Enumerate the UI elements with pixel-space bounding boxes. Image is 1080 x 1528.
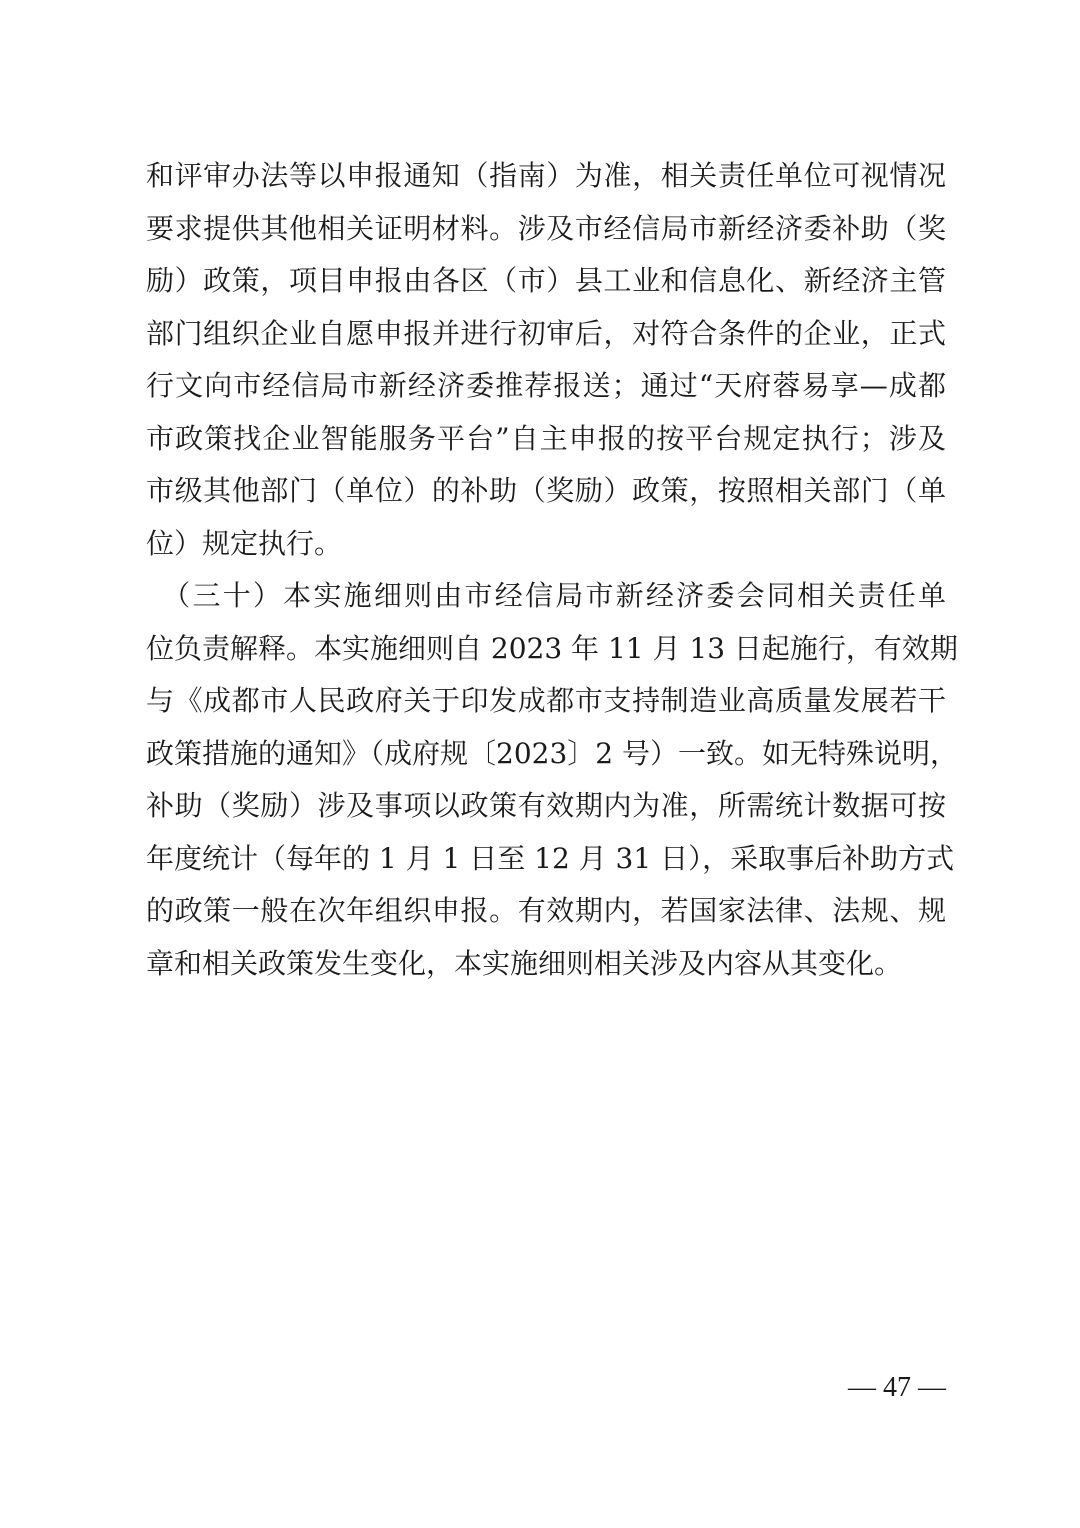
document-body	[146, 150, 958, 990]
text-line: 的政策一般在次年组织申报。有效期内，若国家法律、法规、规	[146, 894, 946, 927]
text-line: 年度统计（每年的 1 月 1 日至 12 月 31 日），采取事后补助方式	[146, 841, 955, 875]
paragraph-1	[146, 150, 946, 570]
text-line: 章和相关政策发生变化，本实施细则相关涉及内容从其变化。	[146, 946, 903, 980]
text-line: 励）政策，项目申报由各区（市）县工业和信息化、新经济主管	[146, 264, 946, 297]
text-line: 要求提供其他相关证明材料。涉及市经信局市新经济委补助（奖	[146, 211, 946, 245]
text-line: 行文向市经信局市新经济委推荐报送；通过“天府蓉易享—成都	[146, 369, 946, 402]
paragraph-2	[146, 570, 958, 990]
page-number: — 47 —	[848, 1372, 946, 1403]
text-line: 市级其他部门（单位）的补助（奖励）政策，按照相关部门（单	[146, 474, 946, 507]
text-line: 部门组织企业自愿申报并进行初审后，对符合条件的企业，正式	[146, 316, 946, 350]
text-line: （三十）本实施细则由市经信局市新经济委会同相关责任单	[146, 579, 946, 612]
text-line: 和评审办法等以申报通知（指南）为准，相关责任单位可视情况	[146, 159, 946, 192]
text-line: 政策措施的通知》（成府规〔2023〕2 号）一致。如无特殊说明，	[146, 736, 958, 770]
text-line: 与《成都市人民政府关于印发成都市支持制造业高质量发展若干	[146, 684, 946, 717]
text-line: 位）规定执行。	[146, 526, 343, 560]
text-line: 位负责解释。本实施细则自 2023 年 11 月 13 日起施行，有效期	[146, 631, 958, 665]
text-line: 补助（奖励）涉及事项以政策有效期内为准，所需统计数据可按	[146, 789, 946, 822]
text-line: 市政策找企业智能服务平台”自主申报的按平台规定执行；涉及	[146, 421, 946, 455]
